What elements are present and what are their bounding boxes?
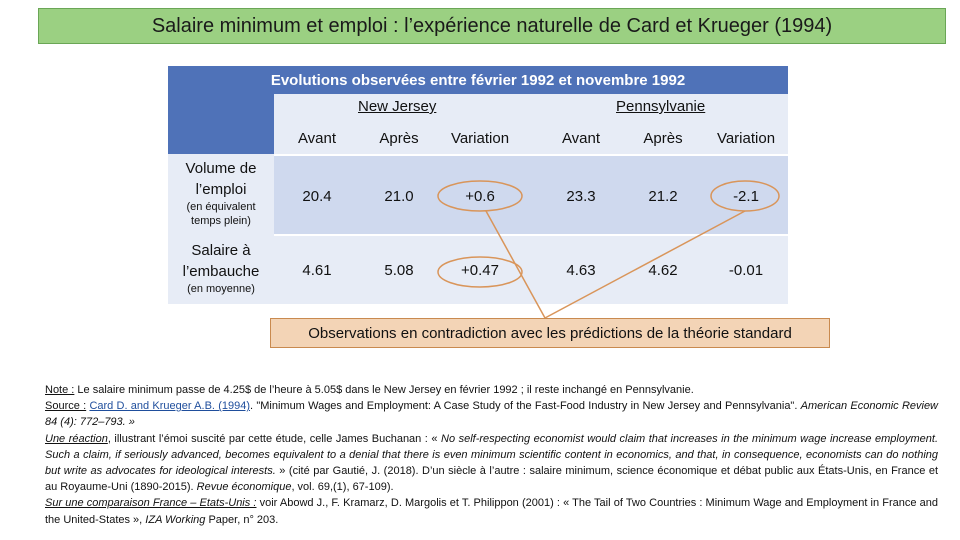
reaction-ref: , vol. 69,(1), 67-109). [291, 481, 394, 494]
table-cell: +0.47 [461, 262, 499, 279]
note-text: Le salaire minimum passe de 4.25$ de l’heure à 5.05$ dans le New Jersey en février 1992 ; il reste inchangé en Pennsylvanie. [74, 384, 694, 396]
table-cell: +0.6 [465, 188, 495, 205]
region-new-jersey: New Jersey [358, 98, 437, 115]
slide-title-text: Salaire minimum et emploi : l’expérience naturelle de Card et Krueger (1994) [151, 14, 833, 37]
region-pennsylvania: Pennsylvanie [616, 98, 706, 115]
table-cell: 20.4 [302, 188, 332, 205]
observation-box [270, 318, 830, 348]
table-cell: 4.62 [648, 262, 678, 279]
observation-text: Observations en contradiction avec les prédictions de la théorie standard [308, 324, 792, 342]
reaction-cite: » (cité par Gautié, J. (2018). D’un siècle à l’autre : salaire minimum, science économique et débat public aux États-Unis, en France et au Royaume-Uni (1890-2015). [45, 465, 938, 494]
column-header: Variation [716, 130, 776, 147]
callout-line [545, 211, 745, 318]
source-text: . "Minimum Wages and Employment: A Case Study of the Fast-Food Industry in New Jersey and Pennsylvania". [250, 400, 798, 413]
highlight-ellipse [711, 181, 779, 211]
table-cell: 5.08 [384, 262, 414, 279]
comparison-paragraph [45, 495, 938, 527]
reaction-quote: No self-respecting economist would claim that increases in the minimum wage increase employment. Such a claim, if seriously advanced, becomes equivalent to a denial that there is even minimum scientific content in economics, and that, in consequence, economists can do nothing but write as advocates for ideological interests. [45, 432, 939, 478]
table-cell: 21.2 [648, 188, 678, 205]
note-label: Note : [45, 384, 75, 396]
comparison-journal: IZA Working [142, 513, 206, 526]
reaction-paragraph [45, 431, 938, 496]
column-header: Avant [561, 130, 601, 147]
comparison-text: voir Abowd J., F. Kramarz, D. Margolis et T. Philippon (2001) : « The Tail of Two Countries : Minimum Wage and Employment in France and the United-States », [45, 497, 938, 526]
column-header: Après [379, 130, 419, 147]
table-cell: 4.63 [566, 262, 596, 279]
table-cell: -0.01 [728, 262, 764, 279]
source-paragraph [45, 398, 938, 430]
table-cell: 21.0 [384, 188, 414, 205]
source-link[interactable]: Card D. and Krueger A.B. (1994) [89, 400, 251, 413]
reaction-text: , illustrant l’émoi suscité par cette étude, celle James Buchanan : « [107, 432, 438, 445]
table-cell: -2.1 [733, 188, 759, 205]
row-label-main: Salaire à l’embauche [182, 242, 260, 280]
source-ref: 84 (4): 772–793. » [45, 416, 135, 429]
row-label-sub: (en équivalent temps plein) [186, 201, 256, 227]
row-label-main: Volume de l’emploi [185, 160, 257, 198]
comparison-ref: Paper, n° 203. [205, 513, 279, 526]
comparison-label: Sur une comparaison France – Etats-Unis : [45, 497, 257, 510]
column-header: Avant [297, 130, 337, 147]
reaction-label: Une réaction [45, 432, 108, 445]
table-cell: 4.61 [302, 262, 332, 279]
row-label-sub: (en moyenne) [187, 283, 255, 295]
reaction-journal: Revue économique [193, 481, 292, 494]
column-header: Variation [450, 130, 510, 147]
callout-line [486, 211, 545, 318]
note-paragraph [45, 382, 938, 398]
source-label: Source : [45, 400, 87, 413]
table-header-text: Evolutions observées entre février 1992 et novembre 1992 [270, 71, 686, 89]
highlight-ellipse [438, 257, 522, 287]
highlight-ellipse [438, 181, 522, 211]
source-journal: American Economic Review [800, 400, 939, 413]
column-header: Après [643, 130, 683, 147]
table-cell: 23.3 [566, 188, 596, 205]
notes-block [45, 382, 938, 528]
